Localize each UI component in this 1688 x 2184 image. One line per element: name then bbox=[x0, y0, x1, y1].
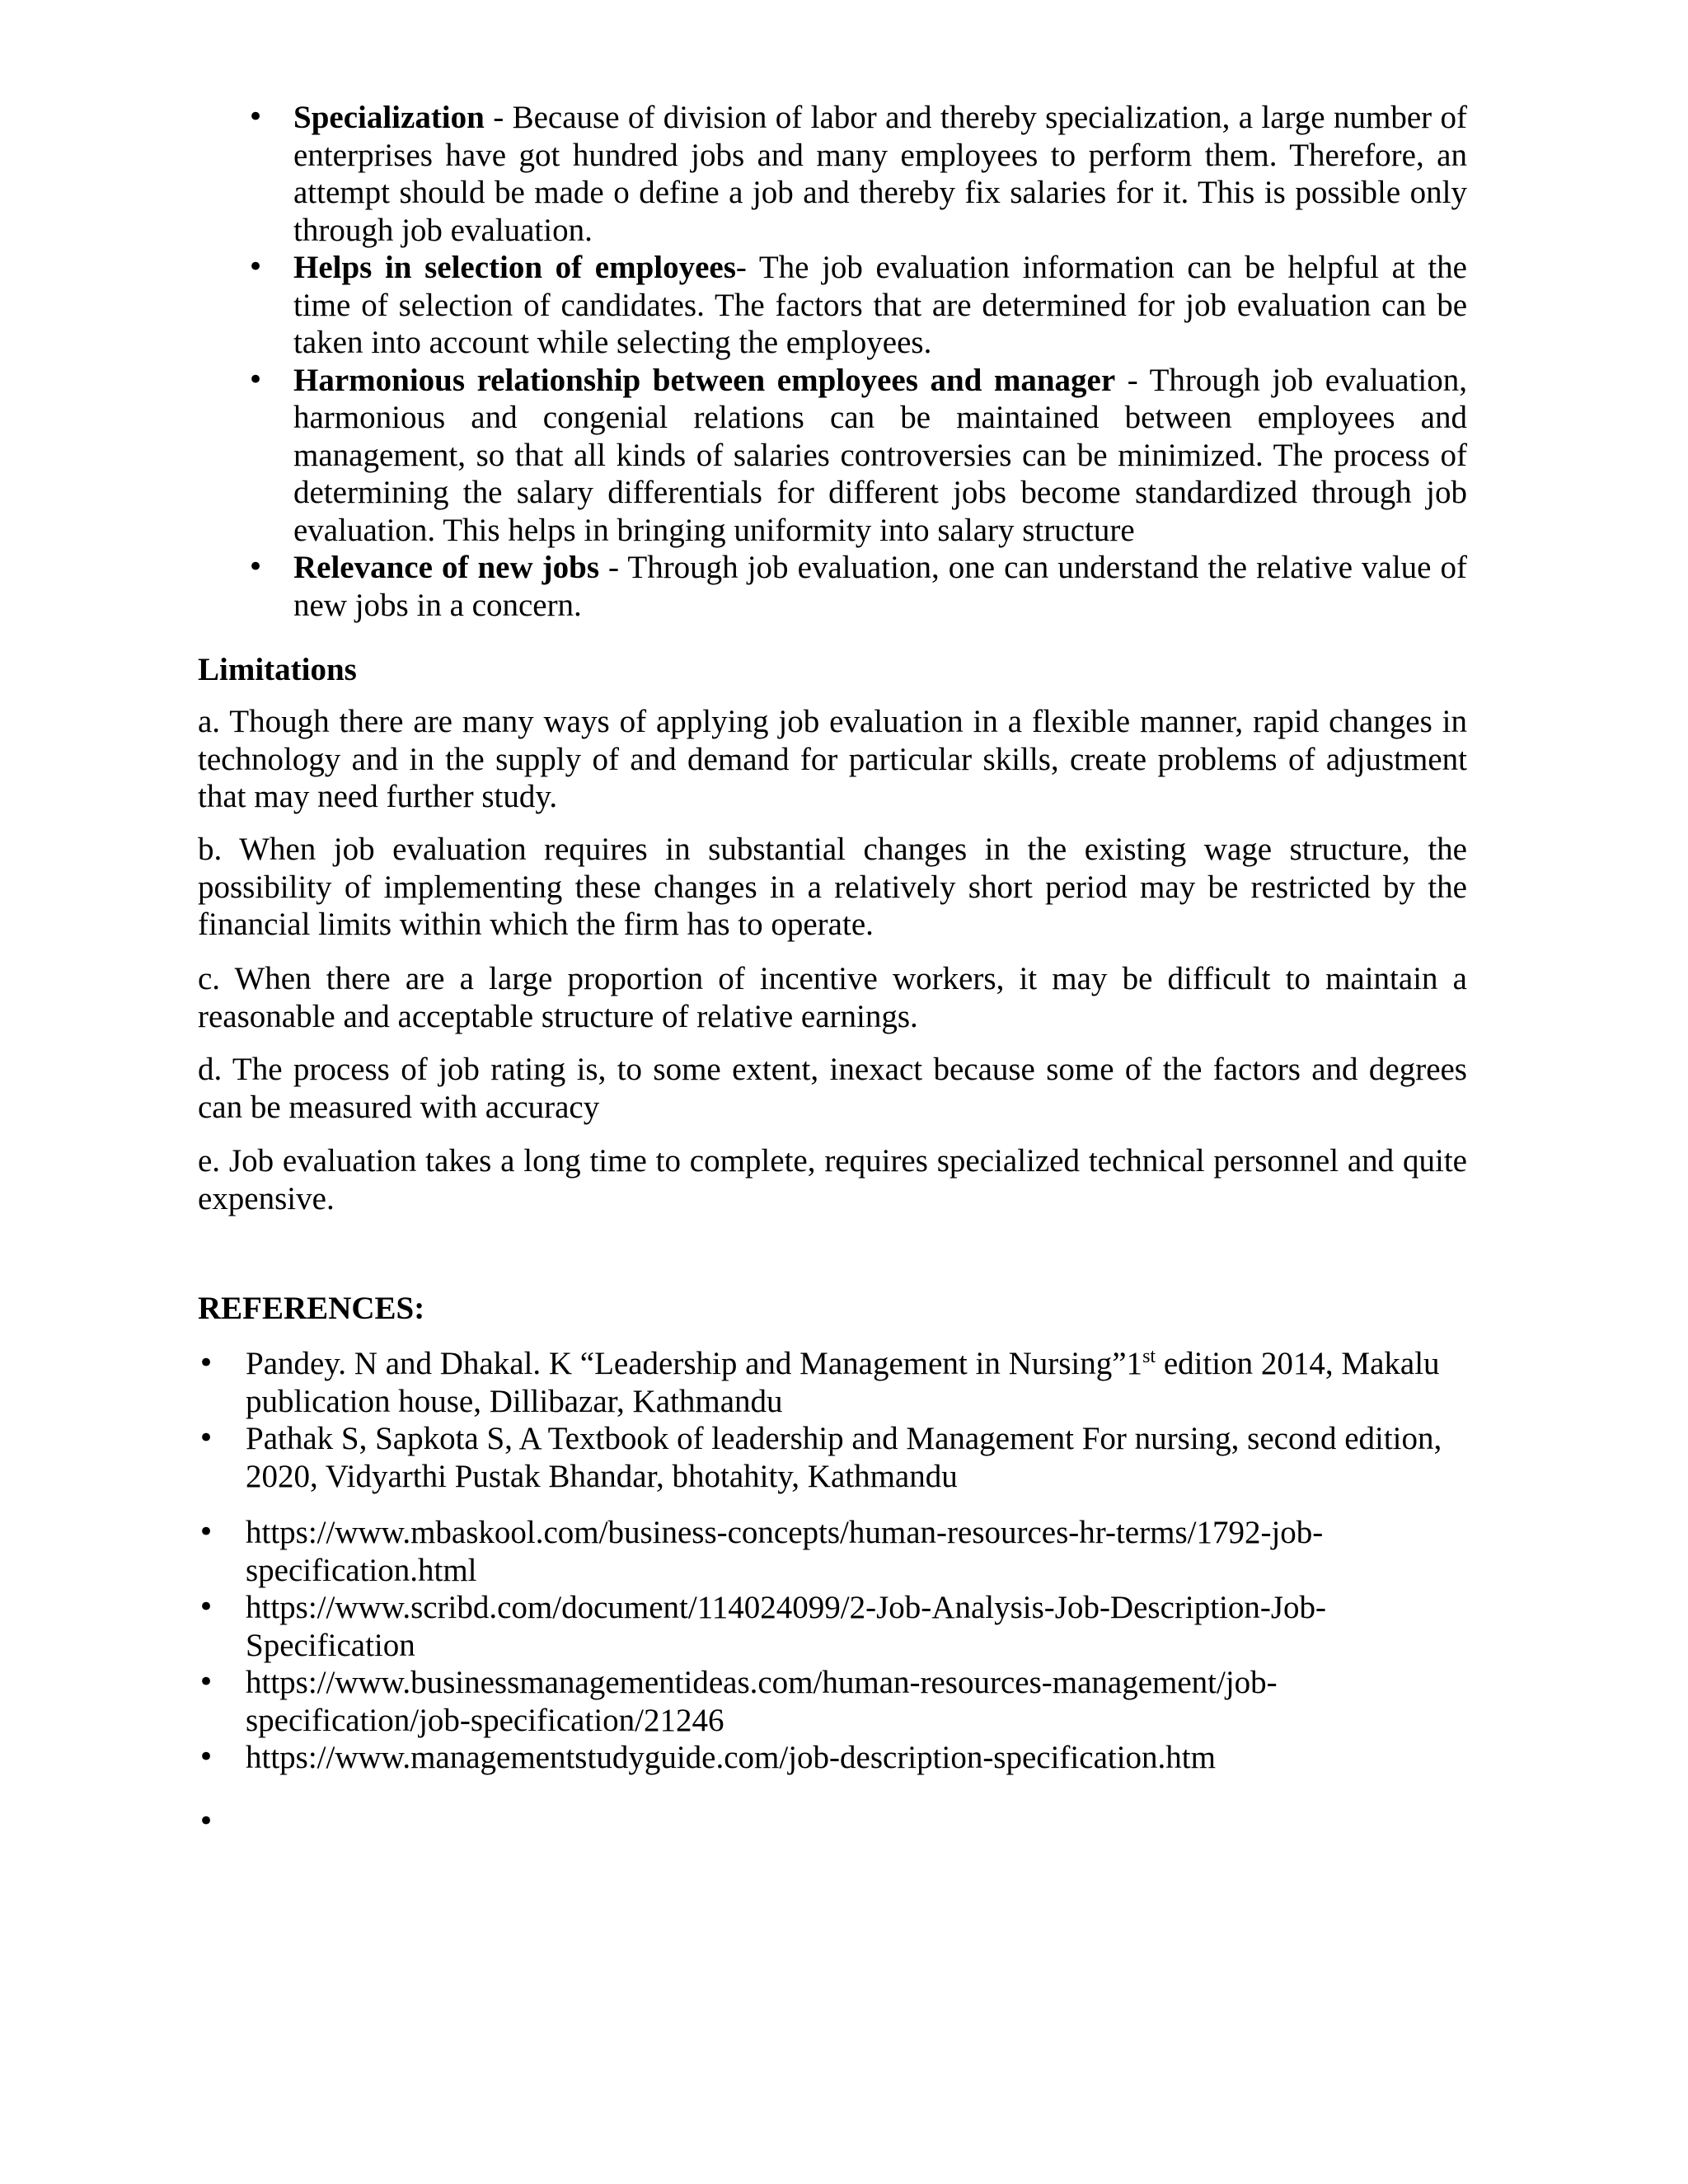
reference-link-item bbox=[246, 1589, 1467, 1664]
limitation-paragraph: e. Job evaluation takes a long time to complete, requires specialized technical personnel and quite expensive. bbox=[198, 1143, 1467, 1216]
references-list bbox=[246, 1345, 1467, 1495]
references-heading: REFERENCES: bbox=[198, 1291, 425, 1326]
benefit-title: Specialization bbox=[293, 100, 485, 135]
reference-links-list bbox=[246, 1514, 1467, 1777]
reference-item bbox=[246, 1420, 1467, 1495]
reference-text: Pathak S, Sapkota S, A Textbook of leadership and Management For nursing, second edition, 2020, Vidyarthi Pustak Bhandar, bhotahity, Kathmandu bbox=[246, 1421, 1442, 1494]
limitations-heading: Limitations bbox=[198, 652, 357, 687]
benefit-item bbox=[293, 549, 1467, 624]
benefit-item bbox=[293, 99, 1467, 249]
benefit-text: - Through job evaluation, one can understand the relative value of new jobs in a concern. bbox=[293, 550, 1468, 623]
limitation-paragraph: b. When job evaluation requires in substantial changes in the existing wage structure, the possibility of implementing these changes in a relatively short period may be restricted by the financial limits within which the firm has to operate. bbox=[198, 832, 1467, 942]
reference-link-item bbox=[246, 1664, 1467, 1739]
reference-link[interactable]: https://www.businessmanagementideas.com/human-resources-management/job-specification/job-specification/21246 bbox=[246, 1665, 1278, 1738]
reference-link[interactable]: https://www.managementstudyguide.com/job-description-specification.htm bbox=[246, 1740, 1216, 1775]
benefit-text: - The job evaluation information can be helpful at the time of selection of candidates. The factors that are determined for job evaluation can be taken into account while selecting the employees. bbox=[293, 250, 1467, 360]
benefits-list bbox=[293, 99, 1467, 624]
empty-bullet-icon: • bbox=[198, 1805, 215, 1838]
benefit-item bbox=[293, 362, 1467, 550]
benefit-title: Harmonious relationship between employees and manager bbox=[293, 362, 1116, 398]
limitation-paragraph: a. Though there are many ways of applying job evaluation in a flexible manner, rapid changes in technology and in the supply of and demand for particular skills, create problems of adjustment that may need further study. bbox=[198, 704, 1467, 814]
benefit-text: - Because of division of labor and thereby specialization, a large number of enterprises have got hundred jobs and many employees to perform them. Therefore, an attempt should be made o define a job and thereby fix salaries for it. This is possible only through job evaluation. bbox=[293, 100, 1467, 248]
benefit-title: Relevance of new jobs bbox=[293, 550, 600, 585]
benefit-title: Helps in selection of employees bbox=[293, 250, 736, 285]
reference-link[interactable]: https://www.mbaskool.com/business-concepts/human-resources-hr-terms/1792-job-specification.html bbox=[246, 1515, 1324, 1588]
reference-link-item bbox=[246, 1739, 1467, 1777]
reference-link[interactable]: https://www.scribd.com/document/114024099/2-Job-Analysis-Job-Description-Job-Specification bbox=[246, 1590, 1327, 1663]
benefit-item bbox=[293, 249, 1467, 362]
limitation-paragraph: d. The process of job rating is, to some extent, inexact because some of the factors and degrees can be measured with accuracy bbox=[198, 1052, 1467, 1125]
reference-text: edition 2014, Makalu publication house, Dillibazar, Kathmandu bbox=[246, 1346, 1440, 1419]
reference-item bbox=[246, 1345, 1467, 1420]
benefit-text: - Through job evaluation, harmonious and congenial relations can be maintained between employees and management, so that all kinds of salaries controversies can be minimized. The process of determining the salary differentials for different jobs become standardized through job evaluation. This helps in bringing uniformity into salary structure bbox=[293, 362, 1467, 548]
reference-superscript: st bbox=[1142, 1346, 1156, 1367]
limitation-paragraph: c. When there are a large proportion of incentive workers, it may be difficult to maintain a reasonable and acceptable structure of relative earnings. bbox=[198, 961, 1467, 1034]
reference-text: Pandey. N and Dhakal. K “Leadership and Management in Nursing”1 bbox=[246, 1346, 1143, 1381]
reference-link-item bbox=[246, 1514, 1467, 1589]
